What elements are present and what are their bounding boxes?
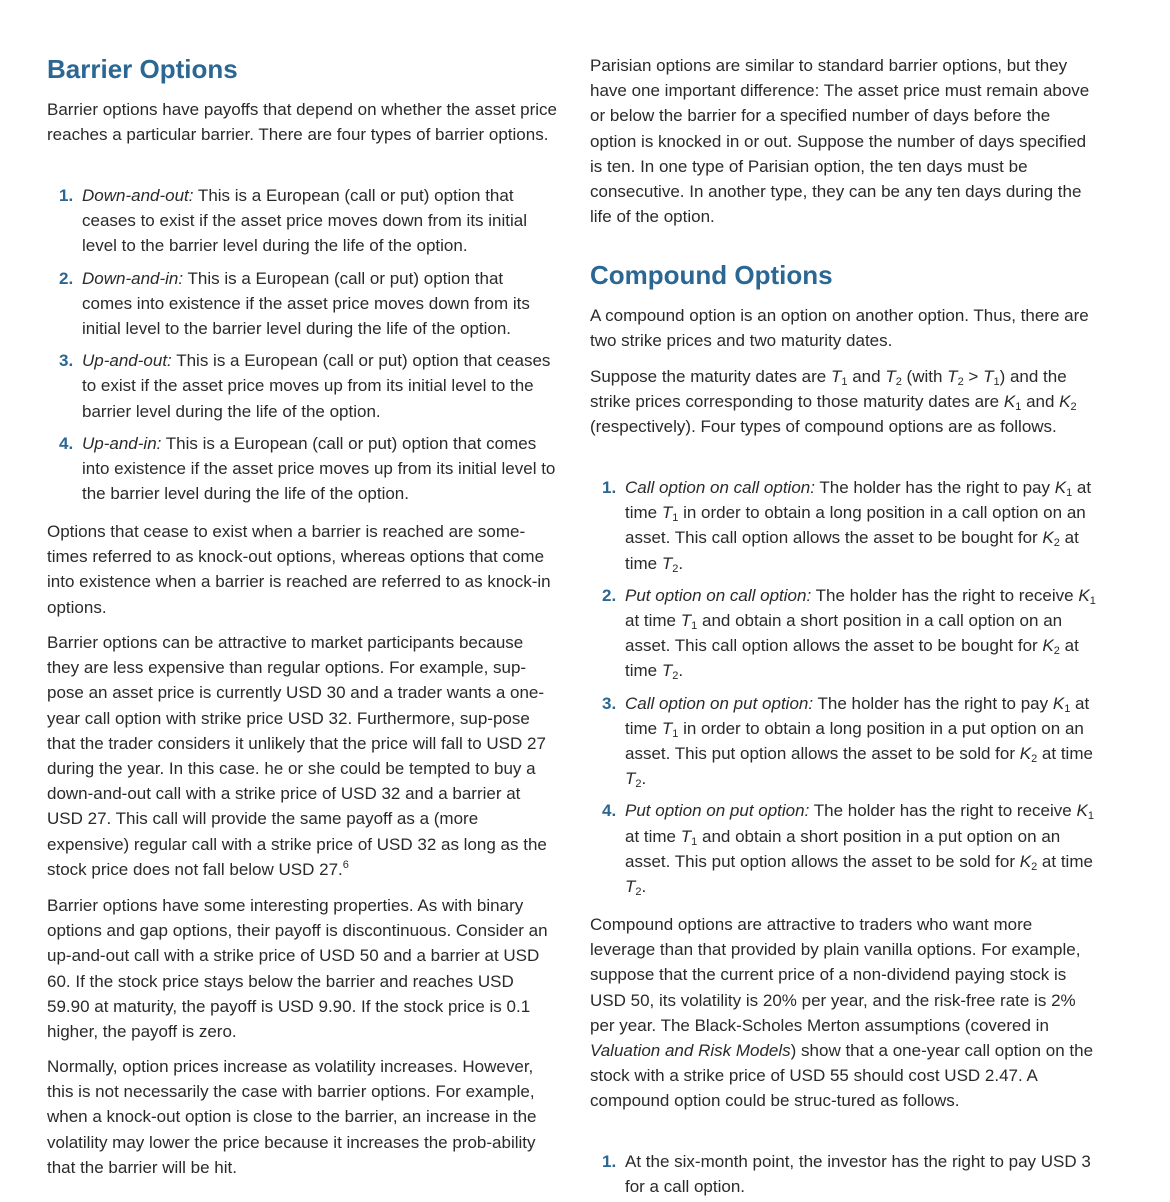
list-item: 1. Down-and-out: This is a European (call or put) option that ceases to exist if the asset price moves down from its initial level to the barrier level during the life of the option. (59, 186, 528, 256)
list-item: 4. Put option on put option: The holder has the right to receive $K_1$ at time $T_1$ and obtain a short position in a put option on an asset. This put option allows the asset to be sold for $K_2$ at time $T_2$. (602, 801, 1094, 899)
list-item: 2. Put option on call option: The holder has the right to receive $K_1$ at time $T_1$ and obtain a short position in a call option on an asset. This call option allows the asset to be bought for $K_2$ at time $T_2$. (602, 585, 1096, 683)
list-item: 4. Up-and-in: This is a European (call or put) option that comes into existence if the asset price moves up from its initial level to the barrier level during the life of the option. (59, 433, 556, 504)
paragraph-barrier-volatility: Normally, option prices increase as volatility increases. However, this is not necessarily the case with barrier options. For example, when a knock-out option is close to the barrier, an increase in the volatility may lower the price because it increases the prob-ability that the barrier will be hit. (47, 1057, 537, 1177)
paragraph-maturity-strike-notation: Suppose the maturity dates are $T_1$ and $T_2$ (with $T_2 > T_1$) and the strike prices corresponding to those maturity dates are $K_1$ and $K_2$ (respectively). Four types of compound options are as follows. (590, 367, 1077, 437)
paragraph-barrier-properties: Barrier options have some interesting properties. As with binary options and gap options, their payoff is discontinuous. Consider an up-and-out call with a strike price of USD 50 and a barrier at USD 60. If the stock price stays below the barrier and reaches USD 59.90 at maturity, the payoff is USD 9.90. If the stock price is 0.1 higher, the payoff is zero. (47, 896, 548, 1042)
barrier-types-list (47, 183, 557, 506)
list-item: 2. Down-and-in: This is a European (call or put) option that comes into existence if the asset price moves down from its initial level to the barrier level during the life of the option. (59, 268, 530, 339)
paragraph-barrier-attractive: Barrier options can be attractive to market participants because they are less expensive than regular options. For example, sup-pose an asset price is currently USD 30 and a trader wants a one-year call option with strike price USD 32. Furthermore, sup-pose that the trader considers it unlikely that the price will fall to USD 27 during the year. In this case. he or she could be tempted to buy a down-and-out call with a strike price of USD 32 and a barrier at USD 27. This call will provide the same payoff as a (more expensive) regular call with a strike price of USD 32 as long as the stock price does not fall below USD 27.$^6$ (47, 633, 547, 879)
section-heading-barrier-options: Barrier Options (47, 54, 238, 84)
paragraph-knock-out-in: Options that cease to exist when a barrier is reached are some-times referred to as knock-out options, whereas options that come into existence when a barrier is reached are referred to as knock-in options. (47, 522, 551, 617)
footnote-reference[interactable]: 6 (342, 858, 349, 871)
compound-types-list (590, 475, 1100, 899)
compound-example-steps (590, 1149, 1100, 1199)
list-item: 1. At the six-month point, the investor has the right to pay USD 3 for a call option. (602, 1152, 1091, 1197)
paragraph-barrier-intro: Barrier options have payoffs that depend on whether the asset price reaches a particular barrier. There are four types of barrier options. (47, 100, 558, 145)
section-heading-compound-options: Compound Options (590, 260, 833, 290)
paragraph-parisian-options: Parisian options are similar to standard barrier options, but they have one important difference: The asset price must remain above or below the barrier for a specified number of days before the option is knocked in or out. Suppose the number of days specified is ten. In one type of Parisian option, the ten days must be consecutive. In another type, they can be any ten days during the life of the option. (590, 56, 1090, 227)
list-item: 1. Call option on call option: The holder has the right to pay $K_1$ at time $T_1$ in order to obtain a long position in a call option on an asset. This call option allows the asset to be bought for $K_2$ at time $T_2$. (602, 478, 1092, 575)
paragraph-compound-leverage: Compound options are attractive to traders who want more leverage than that provided by plain vanilla options. For example, suppose that the current price of a non-dividend paying stock is USD 50, its volatility is 20% per year, and the risk-free rate is 2% per year. The Black-Scholes Merton assumptions (covered in Valuation and Risk Models) show that a one-year call option on the stock with a strike price of USD 55 should cost USD 2.47. A compound option could be struc-tured as follows. (590, 915, 1094, 1111)
list-item: 3. Up-and-out: This is a European (call or put) option that ceases to exist if the asset price moves up from its initial level to the barrier level during the life of the option. (59, 351, 551, 421)
paragraph-compound-intro: A compound option is an option on another option. Thus, there are two strike prices and two maturity dates. (590, 306, 1089, 351)
list-item: 3. Call option on put option: The holder has the right to pay $K_1$ at time $T_1$ in order to obtain a long position in a put option on an asset. This put option allows the asset to be sold for $K_2$ at time $T_2$. (602, 693, 1093, 791)
